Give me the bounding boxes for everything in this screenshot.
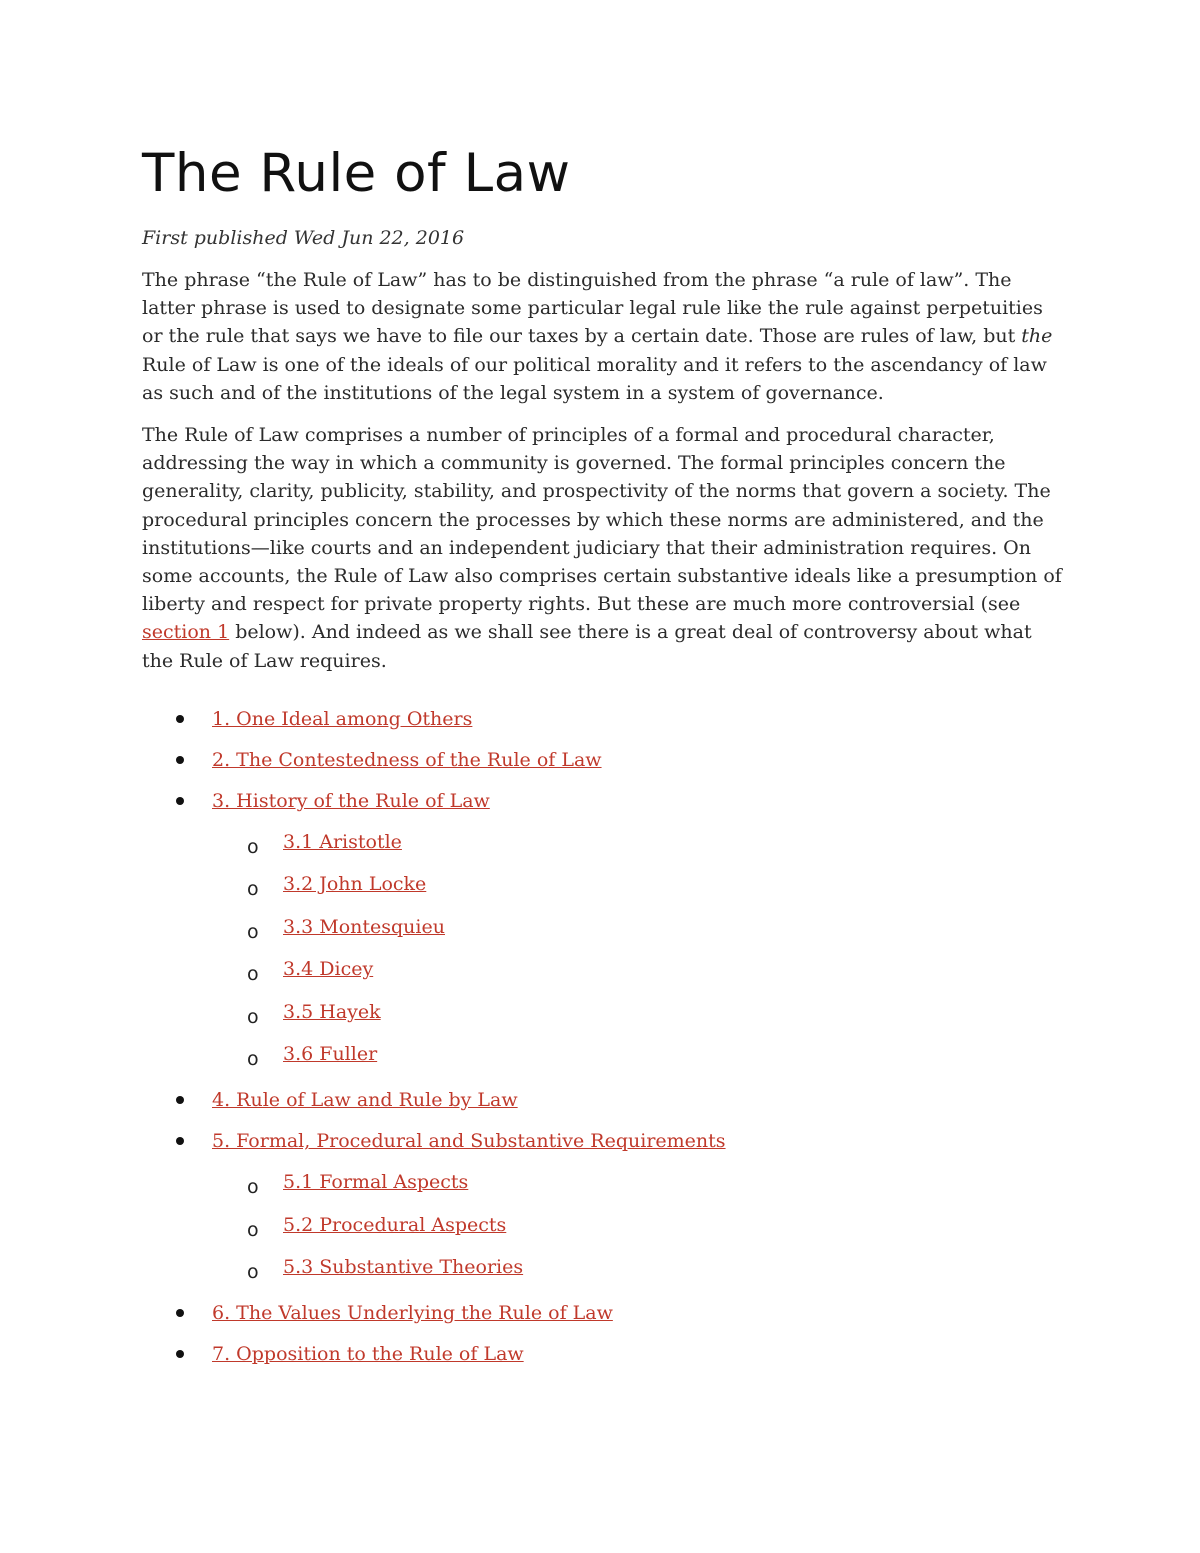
toc-subitem (142, 955, 1062, 986)
toc-item (142, 746, 1062, 774)
page-title: The Rule of Law (142, 143, 571, 204)
toc-link-2[interactable]: 2. The Contestedness of the Rule of Law (212, 748, 602, 771)
bullet-icon (176, 1137, 184, 1145)
toc-link-1[interactable]: 1. One Ideal among Others (212, 707, 473, 730)
circle-bullet-icon: o (247, 1261, 259, 1284)
bullet-icon (176, 1350, 184, 1358)
toc-subitem (142, 1040, 1062, 1071)
toc-subitem (142, 1168, 1062, 1199)
toc-link-7[interactable]: 7. Opposition to the Rule of Law (212, 1343, 524, 1366)
toc-subitem (142, 998, 1062, 1026)
toc-link-5[interactable]: 5. Formal, Procedural and Substantive Requirements (212, 1130, 726, 1153)
circle-bullet-icon: o (247, 920, 259, 943)
bullet-icon (176, 715, 184, 723)
toc-item (142, 1127, 1062, 1155)
toc-item (142, 787, 1062, 815)
circle-bullet-icon: o (247, 963, 259, 986)
toc-link-6[interactable]: 6. The Values Underlying the Rule of Law (212, 1302, 613, 1325)
para1-text-start: The phrase “the Rule of Law” has to be distinguished from the phrase “a rule of law”. The latter phrase is used to designate some particular legal rule like the rule against perpetuities or the rule that says we have to file our taxes by a certain date. Those are rules of law, but (142, 269, 1043, 348)
para2-text-start: The Rule of Law comprises a number of principles of a formal and procedural character, addressing the way in which a community is governed. The formal principles concern the generality, clarity, publicity, stability, and prospectivity of the norms that govern a society. The procedural principles concern the processes by which these norms are administered, and the institutions—like courts and an independent judiciary that their administration requires. On some accounts, the Rule of Law also comprises certain substantive ideals like a presumption of liberty and respect for private property rights. But these are much more controversial (see (142, 424, 1062, 616)
section-1-link[interactable]: section 1 (142, 621, 230, 644)
para2-text-end: below). And indeed as we shall see there is a great deal of controversy about what the Rule of Law requires. (142, 621, 1032, 672)
toc-link-4[interactable]: 4. Rule of Law and Rule by Law (212, 1089, 518, 1112)
para1-emphasis: the (1021, 325, 1053, 348)
toc-subitem (142, 1253, 1062, 1284)
toc-link-5-2[interactable]: 5.2 Procedural Aspects (283, 1213, 507, 1236)
bullet-icon (176, 756, 184, 764)
circle-bullet-icon: o (247, 1048, 259, 1071)
intro-paragraph-1 (142, 266, 1062, 407)
document-page (142, 138, 1062, 1381)
table-of-contents (142, 705, 1062, 1369)
para1-text-end: Rule of Law is one of the ideals of our political morality and it refers to the ascendancy of law as such and of the institutions of the legal system in a system of governance. (142, 353, 1047, 404)
toc-link-5-1[interactable]: 5.1 Formal Aspects (283, 1171, 469, 1194)
toc-link-3-2[interactable]: 3.2 John Locke (283, 873, 427, 896)
toc-link-3[interactable]: 3. History of the Rule of Law (212, 789, 490, 812)
toc-subitem (142, 870, 1062, 901)
toc-item (142, 1086, 1062, 1114)
bullet-icon (176, 1096, 184, 1104)
bullet-icon (176, 797, 184, 805)
circle-bullet-icon: o (247, 1176, 259, 1199)
intro-paragraph-2 (142, 421, 1062, 675)
toc-subitem (142, 913, 1062, 941)
toc-subitem (142, 1211, 1062, 1239)
toc-item (142, 1340, 1062, 1368)
toc-item (142, 1299, 1062, 1327)
toc-link-5-3[interactable]: 5.3 Substantive Theories (283, 1256, 524, 1279)
toc-link-3-5[interactable]: 3.5 Hayek (283, 1000, 381, 1023)
toc-link-3-3[interactable]: 3.3 Montesquieu (283, 915, 445, 938)
publication-date: First published Wed Jun 22, 2016 (142, 227, 465, 249)
toc-link-3-4[interactable]: 3.4 Dicey (283, 958, 374, 981)
circle-bullet-icon: o (247, 1218, 259, 1241)
toc-item (142, 705, 1062, 733)
circle-bullet-icon: o (247, 1005, 259, 1028)
toc-link-3-6[interactable]: 3.6 Fuller (283, 1043, 378, 1066)
circle-bullet-icon: o (247, 835, 259, 858)
circle-bullet-icon: o (247, 878, 259, 901)
bullet-icon (176, 1309, 184, 1317)
toc-subitem (142, 828, 1062, 856)
toc-link-3-1[interactable]: 3.1 Aristotle (283, 830, 402, 853)
